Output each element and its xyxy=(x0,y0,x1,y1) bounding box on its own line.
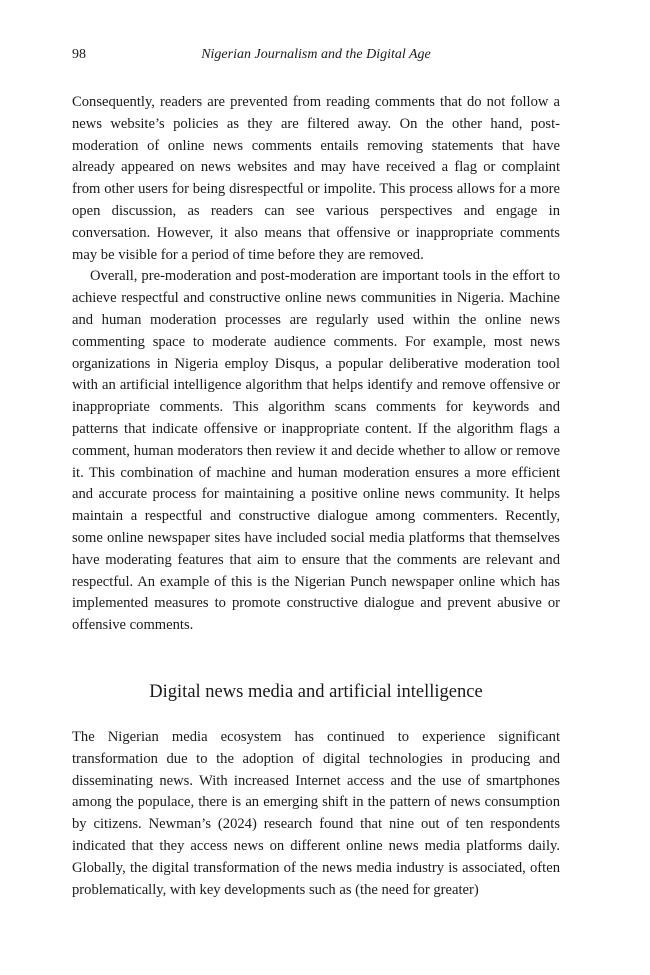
paragraph: Overall, pre-moderation and post-moderation are important tools in the effort to achieve respectful and constructive online news communities in Nigeria. Machine and human moderation processes are regularly used within the online news commenting space to moderate audience comments. For example, most news organizations in Nigeria employ Disqus, a popular deliberative moderation tool with an artificial intelligence algorithm that helps identify and remove offensive or inappropriate comments. This algorithm scans comments for keywords and patterns that indicate offensive or inappropriate content. If the algorithm flags a comment, human moderators then review it and decide whether to allow or remove it. This combination of machine and human moderation ensures a more efficient and accurate process for maintaining a positive online news community. It helps maintain a respectful and constructive dialogue among commenters. Recently, some online newspaper sites have included social media platforms that themselves have moderating features that aim to ensure that the comments are relevant and respectful. An example of this is the Nigerian Punch newspaper online which has implemented measures to promote constructive dialogue and prevent abusive or offensive comments. xyxy=(72,268,560,634)
paragraph: Consequently, readers are prevented from reading comments that do not follow a news website’s policies as they are filtered away. On the other hand, post-moderation of online news comments entails removing statements that have already appeared on news websites and may have received a flag or complaint from other users for being disrespectful or impolite. This process allows for a more open discussion, as readers can see various perspectives and engage in conversation. However, it also means that offensive or inappropriate comments may be visible for a period of time before they are removed. xyxy=(72,94,560,263)
book-page xyxy=(72,44,560,901)
running-header xyxy=(72,44,560,66)
running-title: Nigerian Journalism and the Digital Age xyxy=(201,47,431,62)
body-text xyxy=(72,92,560,901)
page-number: 98 xyxy=(72,47,86,62)
section-heading: Digital news media and artificial intelligence xyxy=(149,681,483,702)
paragraph: The Nigerian media ecosystem has continued to experience significant transformation due to the adoption of digital technologies in producing and disseminating news. With increased Internet access and the use of smartphones among the populace, there is an emerging shift in the pattern of news consumption by citizens. Newman’s (2024) research found that nine out of ten respondents indicated that they access news on different online news media platforms daily. Globally, the digital transformation of the news media industry is associated, often problematically, with key developments such as (the need for greater) xyxy=(72,728,560,898)
